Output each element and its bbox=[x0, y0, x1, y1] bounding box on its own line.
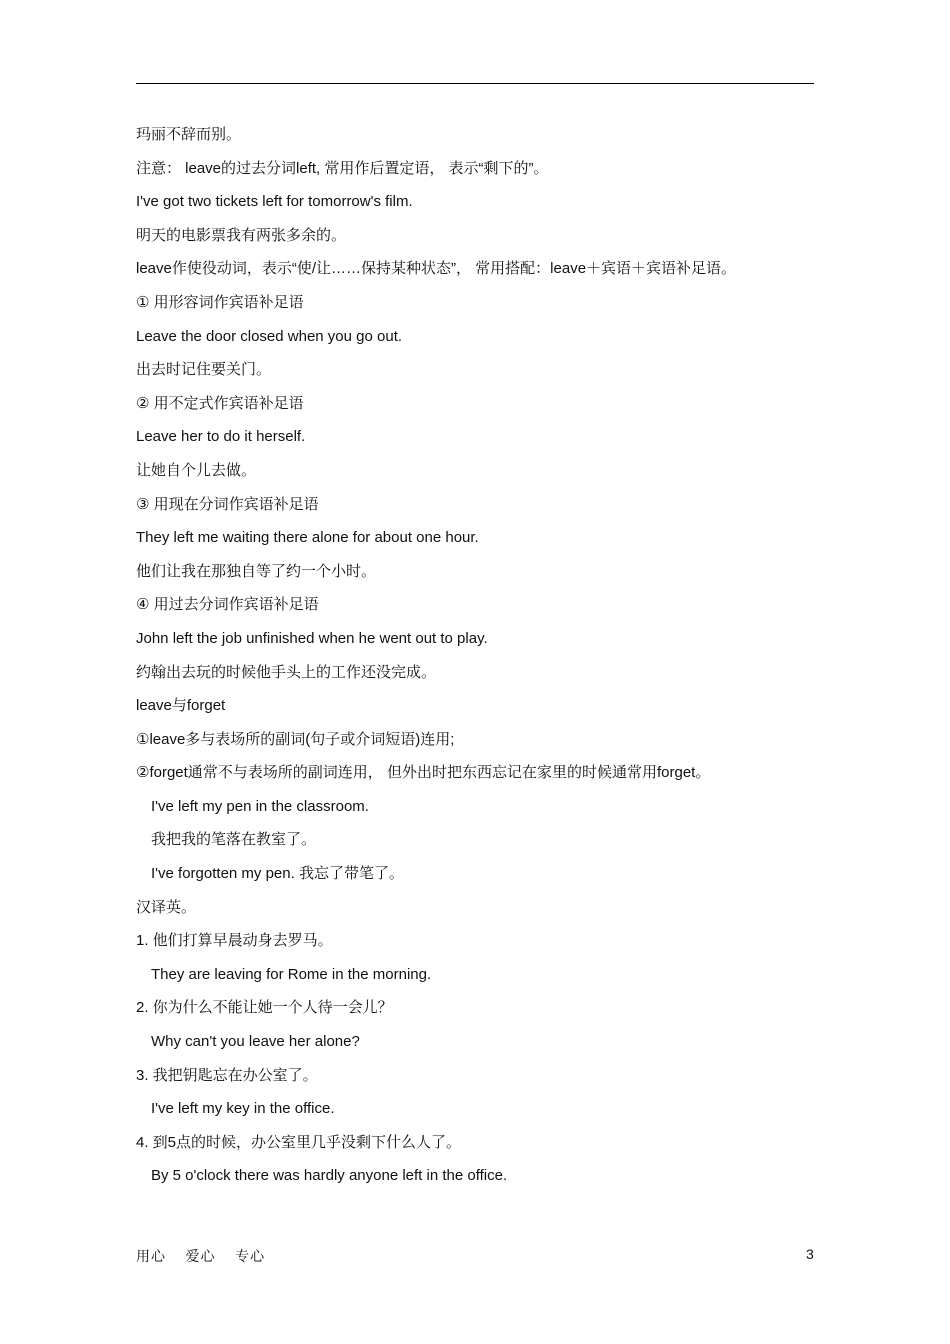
text-line: 注意： leave的过去分词left, 常用作后置定语， 表示“剩下的”。 bbox=[136, 159, 549, 177]
text-line: 汉译英。 bbox=[136, 898, 197, 916]
page-number: 3 bbox=[806, 1246, 814, 1262]
text-line: 我把我的笔落在教室了。 bbox=[151, 831, 317, 849]
text-line: By 5 o'clock there was hardly anyone left in the office. bbox=[151, 1167, 508, 1185]
text-line: I've got two tickets left for tomorrow's film. bbox=[136, 193, 413, 211]
text-line: 让她自个儿去做。 bbox=[136, 461, 257, 479]
text-line: I've forgotten my pen. 我忘了带笔了。 bbox=[151, 865, 404, 883]
footer-motto: 用心 爱心 专心 bbox=[136, 1248, 266, 1264]
text-line: 3. 我把钥匙忘在办公室了。 bbox=[136, 1066, 318, 1084]
text-line: 1. 他们打算早晨动身去罗马。 bbox=[136, 932, 333, 950]
text-line: They left me waiting there alone for about one hour. bbox=[136, 529, 479, 547]
text-line: ②forget通常不与表场所的副词连用， 但外出时把东西忘记在家里的时候通常用forget。 bbox=[136, 764, 711, 782]
text-line: leave作使役动词，表示“使/让……保持某种状态”， 常用搭配：leave＋宾语＋宾语补足语。 bbox=[136, 260, 737, 278]
text-line: I've left my pen in the classroom. bbox=[151, 797, 369, 815]
text-line: Leave her to do it herself. bbox=[136, 428, 306, 446]
text-line: I've left my key in the office. bbox=[151, 1100, 335, 1118]
text-line: ①leave多与表场所的副词(句子或介词短语)连用; bbox=[136, 730, 455, 748]
header-rule bbox=[136, 83, 814, 84]
text-line: ④ 用过去分词作宾语补足语 bbox=[136, 596, 319, 614]
text-line: ① 用形容词作宾语补足语 bbox=[136, 293, 304, 311]
document-body bbox=[136, 118, 826, 1193]
text-line: 玛丽不辞而别。 bbox=[136, 126, 242, 143]
text-line: Leave the door closed when you go out. bbox=[136, 327, 403, 345]
text-line: They are leaving for Rome in the morning. bbox=[151, 965, 432, 983]
text-line: Why can't you leave her alone? bbox=[151, 1033, 360, 1051]
text-line: 约翰出去玩的时候他手头上的工作还没完成。 bbox=[136, 663, 437, 681]
text-line: ③ 用现在分词作宾语补足语 bbox=[136, 495, 319, 513]
text-line: 4. 到5点的时候，办公室里几乎没剩下什么人了。 bbox=[136, 1133, 462, 1151]
text-line: ② 用不定式作宾语补足语 bbox=[136, 394, 304, 412]
text-line: 他们让我在那独自等了约一个小时。 bbox=[136, 562, 377, 580]
text-line: 出去时记住要关门。 bbox=[136, 361, 272, 379]
text-line: 2. 你为什么不能让她一个人待一会儿？ bbox=[136, 999, 393, 1017]
text-line: John left the job unfinished when he went out to play. bbox=[136, 629, 488, 647]
text-line: leave与forget bbox=[136, 697, 226, 715]
text-line: 明天的电影票我有两张多余的。 bbox=[136, 226, 347, 244]
